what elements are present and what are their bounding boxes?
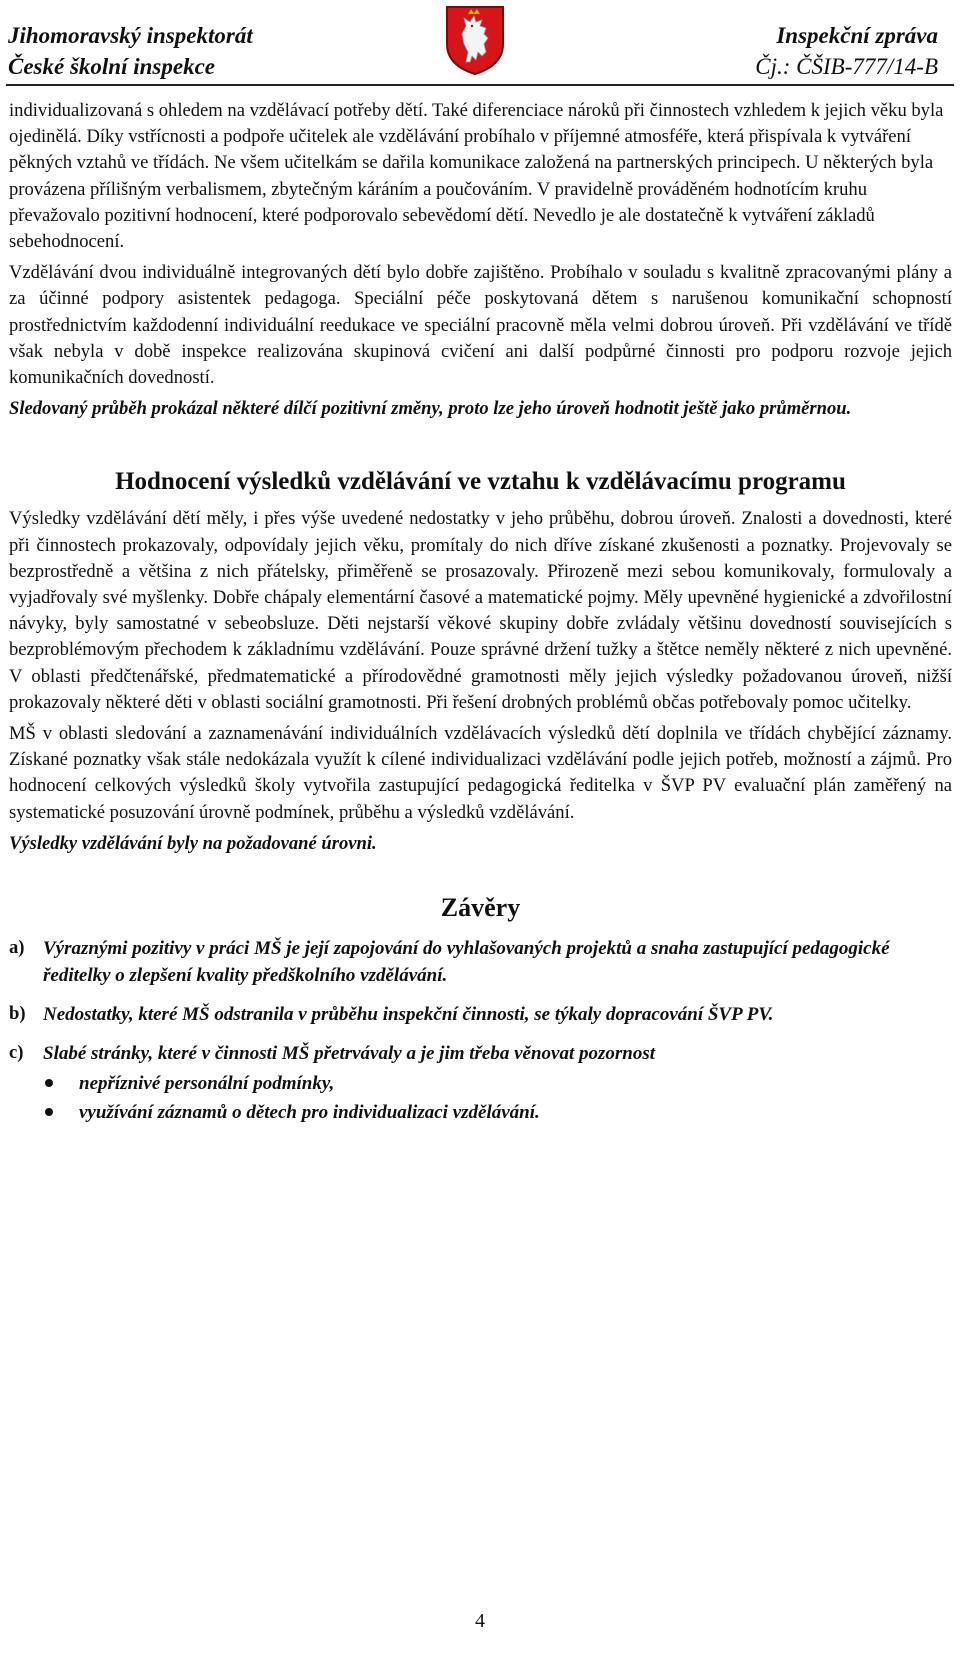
conclusion-item-b [9,1001,952,1028]
conclusion-item-a [9,935,952,989]
header-divider [6,84,954,86]
header-right [755,20,938,82]
bullet-icon [45,1108,53,1116]
section-heading-conclusions: Závěry [440,893,521,923]
weakness-list [9,1069,952,1127]
list-item [9,1069,952,1098]
inspectorate-name: Jihomoravský inspektorát [8,23,253,48]
paragraph-process-climate: individualizovaná s ohledem na vzdělávací potřeby dětí. Také diferenciace nároků při činnostech vzhledem k jejich věku byla ojedinělá. Díky vstřícnosti a podpoře učitelek ale vzdělávání probíhalo v příjemné atmosféře, která přispívala k vytváření pěkných vztahů ve třídách. Ne všem učitelkám se dařila komunikace založená na partnerských principech. U některých byla provázena přílišným verbalismem, zbytečným káráním a poučováním. V pravidelně prováděném hodnotícím kruhu převažovalo pozitivní hodnocení, které podporovalo sebevědomí dětí. Nevedlo je ale dostatečně k vytváření základů sebehodnocení. [9,100,944,253]
list-item-text: využívání záznamů o dětech pro individualizaci vzdělávání. [79,1102,540,1124]
process-summary: Sledovaný průběh prokázal některé dílčí pozitivní změny, proto lze jeho úroveň hodnotit ještě jako průměrnou. [9,398,852,420]
institution-name: České školní inspekce [8,54,215,79]
item-text: Nedostatky, které MŠ odstranila v průběhu inspekční činnosti, se týkaly dopracování ŠVP PV. [43,1004,774,1026]
item-text: Slabé stránky, které v činnosti MŠ přetrvávaly a je jim třeba věnovat pozornost [43,1043,656,1065]
conclusion-item-c [9,1040,952,1067]
reference-number: Čj.: ČŠIB-777/14-B [755,54,938,79]
section-heading-results: Hodnocení výsledků vzdělávání ve vztahu k vzdělávacímu programu [115,468,846,496]
coat-of-arms-icon [444,4,506,76]
report-body [9,98,952,1127]
paragraph-integrated-children: Vzdělávání dvou individuálně integrovaných dětí bylo dobře zajištěno. Probíhalo v souladu s kvalitně zpracovanými plány a za účinné podpory asistentek pedagoga. Speciální péče poskytovaná dětem s narušenou komunikační schopností prostřednictvím každodenní individuální reedukace ve speciální pracovně měla velmi dobrou úroveň. Při vzdělávání ve třídě však nebyla v době inspekce realizována skupinová cvičení ani další podpůrné činnosti pro podporu rozvoje jejich komunikačních dovedností. [9,262,952,389]
header-left [8,20,253,82]
paragraph-monitoring: MŠ v oblasti sledování a zaznamenávání individuálních vzdělávacích výsledků dětí doplnila ve třídách chybějící záznamy. Získané poznatky však stále nedokázala využít k cílené individualizaci vzdělávání podle jejich potřeb, možností a zájmů. Pro hodnocení celkových výsledků školy vytvořila zastupující pedagogická ředitelka v ŠVP PV evaluační plán zaměřený na systematické posuzování úrovně podmínek, průběhu a výsledků vzdělávání. [9,723,952,823]
list-item [9,1098,952,1127]
paragraph-results: Výsledky vzdělávání dětí měly, i přes výše uvedené nedostatky v jeho průběhu, dobrou úroveň. Znalosti a dovednosti, které při činnostech prokazovaly, odpovídaly jejich věku, promítaly do nich dříve získané zkušenosti a poznatky. Projevovaly se bezprostředně a většina z nich přátelsky, přiměřeně se prosazovaly. Přirozeně mezi sebou komunikovaly, formulovaly a vyjadřovaly své myšlenky. Dobře chápaly elementární časové a matematické pojmy. Měly upevněné hygienické a zdvořilostní návyky, byly samostatné v sebeobsluze. Děti nejstarší věkové skupiny dobře zvládaly většinu dovedností souvisejících s bezproblémovým přechodem k základnímu vzdělávání. Pouze správné držení tužky a štětce neměly některé z nich upevněné. V oblasti předčtenářské, předmatematické a přírodovědné gramotnosti měly jejich výsledky požadovanou úroveň, nižší prokazovaly některé děti v oblasti sociální gramotnosti. Při řešení drobných problémů občas potřebovaly pomoc učitelky. [9,508,952,713]
document-type: Inspekční zpráva [776,23,938,48]
page-number: 4 [475,1610,485,1632]
page-header [0,0,960,88]
bullet-icon [45,1079,53,1087]
item-text: Výraznými pozitivy v práci MŠ je její zapojování do vyhlašovaných projektů a snaha zastupující pedagogické ředitelky o zlepšení kvality předškolního vzdělávání. [43,938,890,987]
item-marker: a) [9,937,25,959]
list-item-text: nepříznivé personální podmínky, [79,1073,335,1095]
item-marker: b) [9,1003,26,1025]
results-summary: Výsledky vzdělávání byly na požadované úrovni. [9,832,377,854]
item-marker: c) [9,1042,24,1064]
